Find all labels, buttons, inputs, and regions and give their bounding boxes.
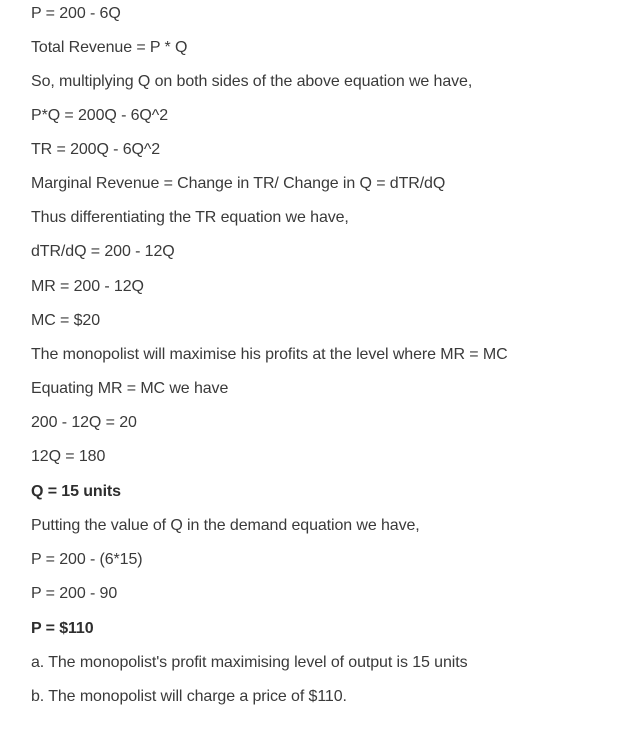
price-subtraction: P = 200 - 90 <box>31 585 118 602</box>
substitute-step-text: Putting the value of Q in the demand equation we have, <box>31 517 420 534</box>
marginal-revenue-definition: Marginal Revenue = Change in TR/ Change in Q = dTR/dQ <box>31 175 446 192</box>
total-revenue-definition: Total Revenue = P * Q <box>31 39 188 56</box>
mr-mc-equation: 200 - 12Q = 20 <box>31 414 137 431</box>
mr-equation: MR = 200 - 12Q <box>31 278 144 295</box>
multiply-step-text: So, multiplying Q on both sides of the above equation we have, <box>31 73 473 90</box>
mc-value: MC = $20 <box>31 312 101 329</box>
price-substitution: P = 200 - (6*15) <box>31 551 143 568</box>
quantity-result: Q = 15 units <box>31 483 121 500</box>
answer-a: a. The monopolist's profit maximising level of output is 15 units <box>31 654 468 671</box>
equating-step-text: Equating MR = MC we have <box>31 380 229 397</box>
twelve-q-equation: 12Q = 180 <box>31 448 106 465</box>
price-result: P = $110 <box>31 620 94 637</box>
profit-max-condition: The monopolist will maximise his profits at the level where MR = MC <box>31 346 508 363</box>
dtr-dq-equation: dTR/dQ = 200 - 12Q <box>31 243 175 260</box>
demand-equation: P = 200 - 6Q <box>31 5 121 22</box>
tr-equation: TR = 200Q - 6Q^2 <box>31 141 161 158</box>
pq-equation: P*Q = 200Q - 6Q^2 <box>31 107 168 124</box>
answer-b: b. The monopolist will charge a price of $110. <box>31 688 347 705</box>
differentiate-step-text: Thus differentiating the TR equation we have, <box>31 209 349 226</box>
